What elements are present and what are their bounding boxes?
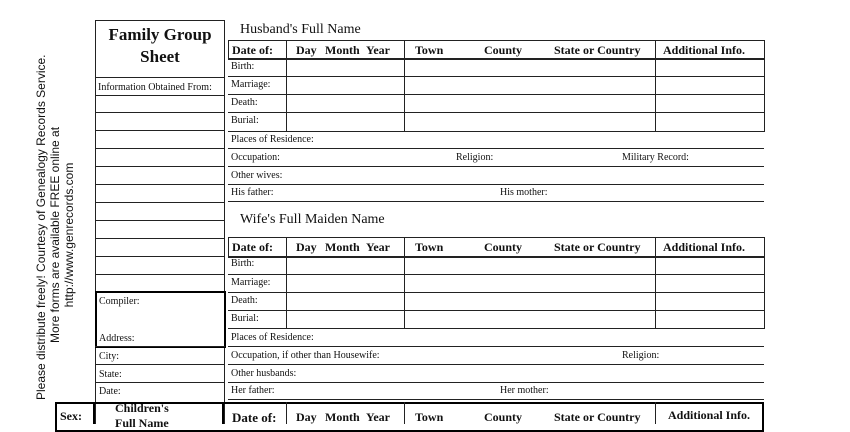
husband-header-bottom xyxy=(228,58,764,60)
wife-header-top xyxy=(228,237,764,238)
wife-full-name-label: Wife's Full Maiden Name xyxy=(240,212,385,227)
wife-row-line xyxy=(228,382,764,383)
wife-state-country: State or Country xyxy=(554,240,641,254)
husband-marriage-label: Marriage: xyxy=(231,79,271,90)
wife-town: Town xyxy=(415,240,444,254)
compiler-label: Compiler: xyxy=(99,296,140,307)
children-col-line xyxy=(286,402,287,424)
husband-col-line xyxy=(404,40,405,132)
husband-row-line xyxy=(228,148,764,149)
left-row-line xyxy=(95,166,225,167)
left-row-line xyxy=(95,77,225,78)
husband-state-country: State or Country xyxy=(554,43,641,57)
wife-month: Month xyxy=(325,240,360,254)
sidebar-notice xyxy=(34,54,76,400)
husband-month: Month xyxy=(325,43,360,57)
husband-additional-info: Additional Info. xyxy=(663,43,746,57)
husband-row-line xyxy=(228,112,764,113)
children-county: County xyxy=(484,410,523,424)
left-row-line xyxy=(95,220,225,221)
husband-father-label: His father: xyxy=(231,187,274,198)
left-row-line xyxy=(95,184,225,185)
children-col-line xyxy=(222,402,224,424)
city-label: City: xyxy=(99,351,120,362)
wife-residence-label: Places of Residence: xyxy=(231,332,314,343)
children-col-line xyxy=(404,402,405,424)
left-row-line xyxy=(95,382,225,383)
children-childrens-header: Children's xyxy=(115,401,169,415)
wife-additional-info: Additional Info. xyxy=(663,240,746,254)
husband-header-left xyxy=(228,40,229,60)
wife-row-line xyxy=(228,328,764,329)
husband-year: Year xyxy=(366,43,390,57)
state-label: State: xyxy=(99,369,122,380)
husband-mother-label: His mother: xyxy=(500,187,548,198)
husband-day: Day xyxy=(296,43,317,57)
wife-year: Year xyxy=(366,240,390,254)
children-fullname-header: Full Name xyxy=(115,416,169,430)
husband-col-line xyxy=(764,60,765,132)
husband-row-line xyxy=(228,76,764,77)
husband-header-right xyxy=(764,40,765,60)
husband-date-of: Date of: xyxy=(232,43,273,57)
husband-occupation-label: Occupation: xyxy=(231,152,280,163)
sidebar-line-2: More forms are available FREE online at xyxy=(48,126,62,344)
left-top-border xyxy=(95,20,225,21)
wife-row-line xyxy=(228,292,764,293)
wife-death-label: Death: xyxy=(231,295,258,306)
wife-col-line xyxy=(764,257,765,329)
husband-row-line xyxy=(228,131,764,132)
wife-row-line xyxy=(228,364,764,365)
husband-town: Town xyxy=(415,43,444,57)
wife-header-bottom xyxy=(228,256,764,258)
wife-occupation-label: Occupation, if other than Housewife: xyxy=(231,350,380,361)
husband-death-label: Death: xyxy=(231,97,258,108)
wife-row-line xyxy=(228,399,764,400)
children-month: Month xyxy=(325,410,360,424)
left-row-line xyxy=(95,238,225,239)
wife-header-right xyxy=(764,237,765,257)
children-sex-header: Sex: xyxy=(60,409,82,423)
children-year: Year xyxy=(366,410,390,424)
children-date-of: Date of: xyxy=(232,410,277,425)
wife-father-label: Her father: xyxy=(231,385,275,396)
left-row-line xyxy=(95,256,225,257)
wife-county: County xyxy=(484,240,523,254)
husband-other-wives-label: Other wives: xyxy=(231,170,283,181)
wife-marriage-label: Marriage: xyxy=(231,277,271,288)
wife-row-line xyxy=(228,346,764,347)
husband-header-top xyxy=(228,40,764,41)
children-state-country: State or Country xyxy=(554,410,641,424)
left-row-line xyxy=(95,95,225,96)
husband-county: County xyxy=(484,43,523,57)
husband-religion-label: Religion: xyxy=(456,152,494,163)
date-label: Date: xyxy=(99,386,121,397)
wife-birth-label: Birth: xyxy=(231,258,255,269)
sheet-title-line2: Sheet xyxy=(140,47,180,66)
wife-date-of: Date of: xyxy=(232,240,273,254)
husband-row-line xyxy=(228,94,764,95)
left-row-line xyxy=(95,364,225,365)
children-col-line xyxy=(655,402,656,424)
children-col-line xyxy=(93,402,95,424)
wife-burial-label: Burial: xyxy=(231,313,259,324)
husband-col-line xyxy=(286,40,287,132)
wife-row-line xyxy=(228,274,764,275)
wife-header-left xyxy=(228,237,229,257)
sheet-title-line1: Family Group xyxy=(108,25,212,44)
wife-mother-label: Her mother: xyxy=(500,385,549,396)
wife-religion-label: Religion: xyxy=(622,350,660,361)
left-row-line xyxy=(95,346,225,347)
husband-residence-label: Places of Residence: xyxy=(231,134,314,145)
left-row-line xyxy=(95,130,225,131)
children-day: Day xyxy=(296,410,317,424)
husband-full-name-label: Husband's Full Name xyxy=(240,22,361,37)
address-label: Address: xyxy=(99,333,135,344)
wife-col-line xyxy=(286,237,287,329)
wife-other-husbands-label: Other husbands: xyxy=(231,368,297,379)
info-obtained-label: Information Obtained From: xyxy=(98,82,212,93)
left-row-line xyxy=(95,202,225,203)
husband-military-label: Military Record: xyxy=(622,152,689,163)
husband-col-line xyxy=(655,40,656,132)
wife-col-line xyxy=(404,237,405,329)
children-town: Town xyxy=(415,410,444,424)
sidebar-line-3: http://www.genrecords.com xyxy=(62,162,76,308)
left-row-line xyxy=(95,112,225,113)
wife-col-line xyxy=(655,237,656,329)
left-row-line xyxy=(95,148,225,149)
sidebar-line-1: Please distribute freely! Courtesy of Genealogy Records Service. xyxy=(34,54,48,400)
husband-burial-label: Burial: xyxy=(231,115,259,126)
wife-day: Day xyxy=(296,240,317,254)
husband-row-line xyxy=(228,166,764,167)
children-additional-info: Additional Info. xyxy=(668,408,751,422)
wife-row-line xyxy=(228,310,764,311)
husband-birth-label: Birth: xyxy=(231,61,255,72)
husband-row-line xyxy=(228,184,764,185)
husband-row-line xyxy=(228,201,764,202)
left-row-line xyxy=(95,274,225,275)
